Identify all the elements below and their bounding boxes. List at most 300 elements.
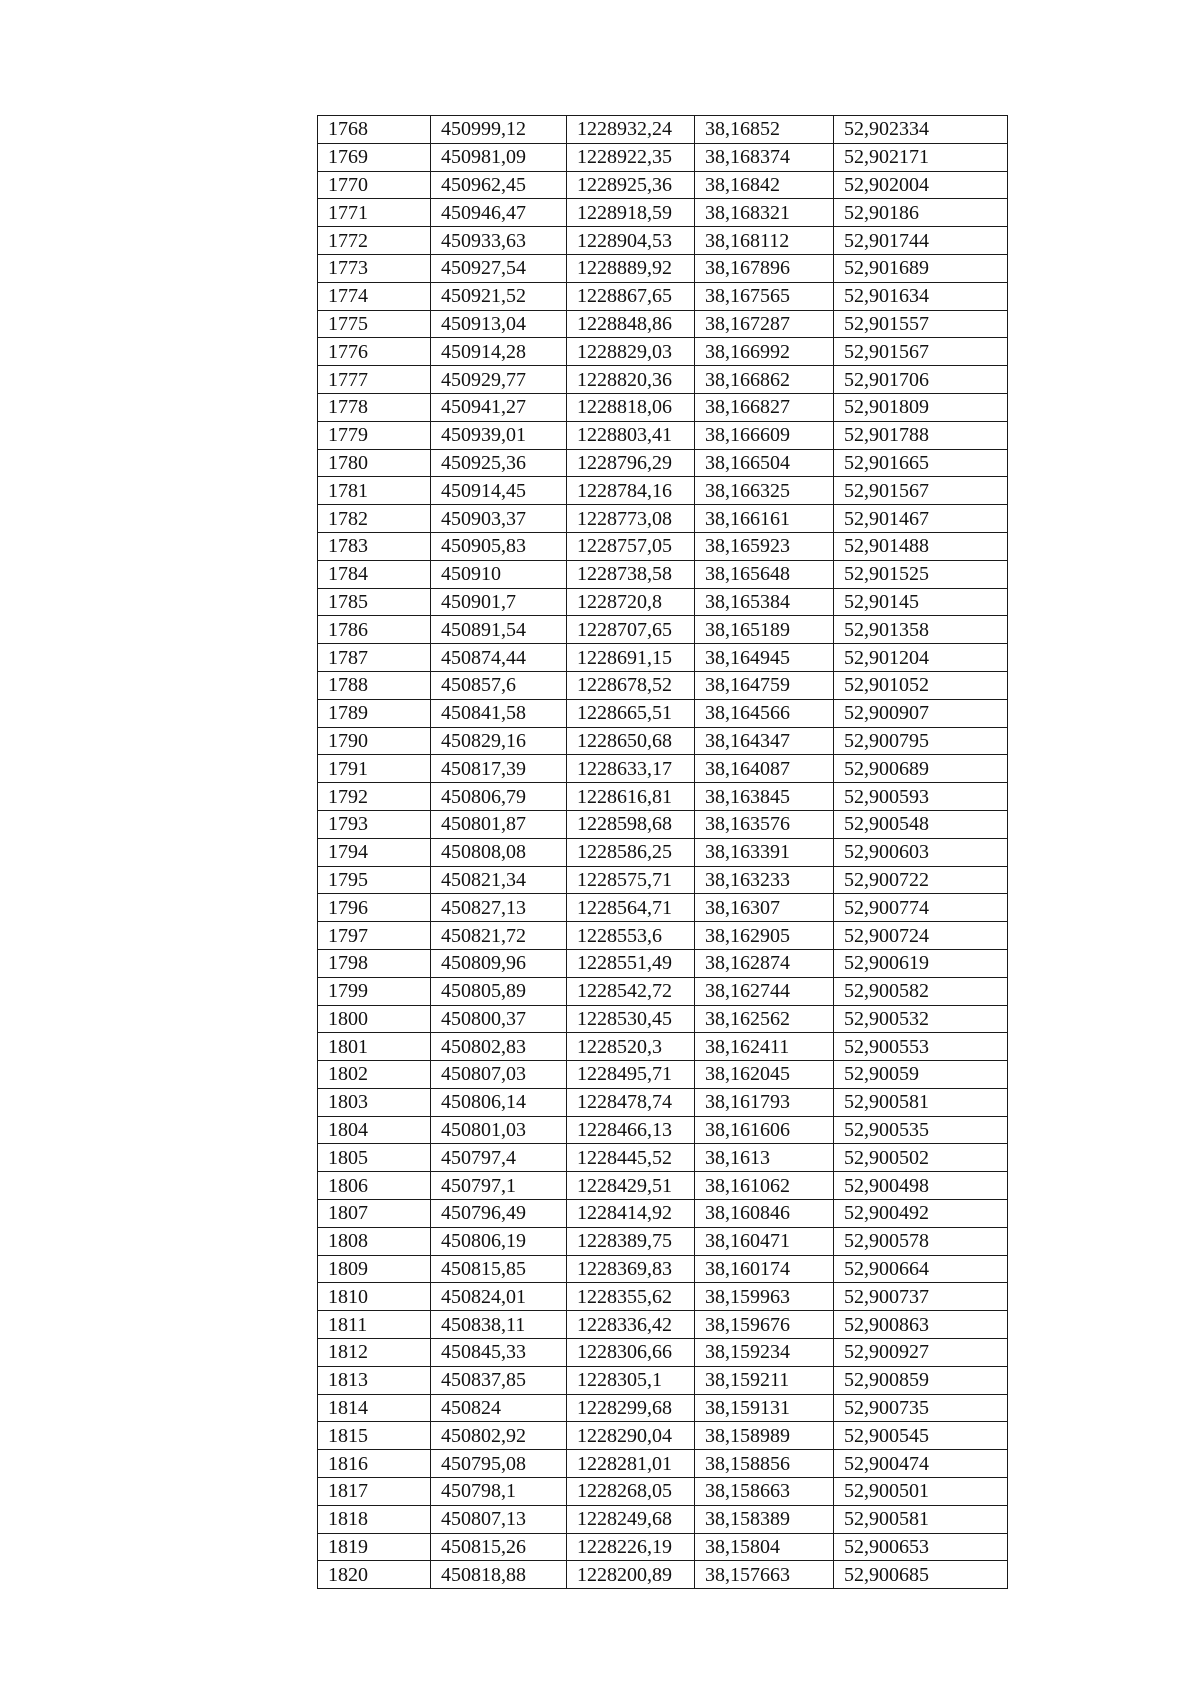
table-row (318, 477, 1008, 505)
table-row (318, 421, 1008, 449)
latitude-cell: 52,90145 (834, 588, 1008, 616)
table-row (318, 143, 1008, 171)
table-row (318, 1033, 1008, 1061)
table-row (318, 1422, 1008, 1450)
table-row (318, 699, 1008, 727)
point-number-cell: 1774 (318, 282, 431, 310)
table-row (318, 1172, 1008, 1200)
x-coordinate-cell: 450824 (431, 1394, 567, 1422)
table-row (318, 727, 1008, 755)
latitude-cell: 52,901809 (834, 393, 1008, 421)
table-row (318, 505, 1008, 533)
coordinates-table-body (318, 116, 1008, 1589)
table-row (318, 227, 1008, 255)
latitude-cell: 52,900578 (834, 1227, 1008, 1255)
latitude-cell: 52,900685 (834, 1561, 1008, 1589)
longitude-cell: 38,162874 (695, 949, 834, 977)
table-row (318, 838, 1008, 866)
latitude-cell: 52,901525 (834, 560, 1008, 588)
point-number-cell: 1802 (318, 1061, 431, 1089)
longitude-cell: 38,166827 (695, 393, 834, 421)
table-row (318, 199, 1008, 227)
table-row (318, 922, 1008, 950)
y-coordinate-cell: 1228553,6 (567, 922, 695, 950)
y-coordinate-cell: 1228707,65 (567, 616, 695, 644)
longitude-cell: 38,157663 (695, 1561, 834, 1589)
latitude-cell: 52,901788 (834, 421, 1008, 449)
y-coordinate-cell: 1228281,01 (567, 1450, 695, 1478)
latitude-cell: 52,900548 (834, 810, 1008, 838)
longitude-cell: 38,164087 (695, 755, 834, 783)
longitude-cell: 38,162411 (695, 1033, 834, 1061)
point-number-cell: 1783 (318, 532, 431, 560)
y-coordinate-cell: 1228633,17 (567, 755, 695, 783)
table-row (318, 310, 1008, 338)
x-coordinate-cell: 450925,36 (431, 449, 567, 477)
x-coordinate-cell: 450901,7 (431, 588, 567, 616)
table-row (318, 1227, 1008, 1255)
x-coordinate-cell: 450807,03 (431, 1061, 567, 1089)
table-row (318, 338, 1008, 366)
longitude-cell: 38,167287 (695, 310, 834, 338)
point-number-cell: 1807 (318, 1200, 431, 1228)
latitude-cell: 52,901358 (834, 616, 1008, 644)
latitude-cell: 52,901488 (834, 532, 1008, 560)
x-coordinate-cell: 450806,19 (431, 1227, 567, 1255)
point-number-cell: 1792 (318, 783, 431, 811)
x-coordinate-cell: 450815,26 (431, 1533, 567, 1561)
y-coordinate-cell: 1228306,66 (567, 1339, 695, 1367)
latitude-cell: 52,901744 (834, 227, 1008, 255)
x-coordinate-cell: 450903,37 (431, 505, 567, 533)
y-coordinate-cell: 1228829,03 (567, 338, 695, 366)
point-number-cell: 1785 (318, 588, 431, 616)
latitude-cell: 52,900735 (834, 1394, 1008, 1422)
longitude-cell: 38,15804 (695, 1533, 834, 1561)
longitude-cell: 38,164759 (695, 671, 834, 699)
latitude-cell: 52,900603 (834, 838, 1008, 866)
longitude-cell: 38,159131 (695, 1394, 834, 1422)
longitude-cell: 38,160846 (695, 1200, 834, 1228)
x-coordinate-cell: 450946,47 (431, 199, 567, 227)
table-row (318, 560, 1008, 588)
longitude-cell: 38,168374 (695, 143, 834, 171)
point-number-cell: 1786 (318, 616, 431, 644)
longitude-cell: 38,159211 (695, 1366, 834, 1394)
y-coordinate-cell: 1228818,06 (567, 393, 695, 421)
longitude-cell: 38,16307 (695, 894, 834, 922)
y-coordinate-cell: 1228803,41 (567, 421, 695, 449)
latitude-cell: 52,900581 (834, 1088, 1008, 1116)
latitude-cell: 52,901557 (834, 310, 1008, 338)
x-coordinate-cell: 450797,1 (431, 1172, 567, 1200)
x-coordinate-cell: 450827,13 (431, 894, 567, 922)
y-coordinate-cell: 1228650,68 (567, 727, 695, 755)
latitude-cell: 52,901689 (834, 254, 1008, 282)
y-coordinate-cell: 1228369,83 (567, 1255, 695, 1283)
latitude-cell: 52,900502 (834, 1144, 1008, 1172)
x-coordinate-cell: 450910 (431, 560, 567, 588)
point-number-cell: 1820 (318, 1561, 431, 1589)
table-row (318, 866, 1008, 894)
y-coordinate-cell: 1228720,8 (567, 588, 695, 616)
point-number-cell: 1801 (318, 1033, 431, 1061)
longitude-cell: 38,162562 (695, 1005, 834, 1033)
latitude-cell: 52,900689 (834, 755, 1008, 783)
latitude-cell: 52,900774 (834, 894, 1008, 922)
table-row (318, 949, 1008, 977)
longitude-cell: 38,1613 (695, 1144, 834, 1172)
point-number-cell: 1795 (318, 866, 431, 894)
point-number-cell: 1780 (318, 449, 431, 477)
x-coordinate-cell: 450962,45 (431, 171, 567, 199)
x-coordinate-cell: 450795,08 (431, 1450, 567, 1478)
table-row (318, 588, 1008, 616)
longitude-cell: 38,158856 (695, 1450, 834, 1478)
point-number-cell: 1804 (318, 1116, 431, 1144)
longitude-cell: 38,166862 (695, 366, 834, 394)
table-row (318, 116, 1008, 144)
x-coordinate-cell: 450913,04 (431, 310, 567, 338)
longitude-cell: 38,161793 (695, 1088, 834, 1116)
longitude-cell: 38,165648 (695, 560, 834, 588)
latitude-cell: 52,900722 (834, 866, 1008, 894)
x-coordinate-cell: 450914,45 (431, 477, 567, 505)
longitude-cell: 38,158663 (695, 1478, 834, 1506)
table-row (318, 449, 1008, 477)
x-coordinate-cell: 450800,37 (431, 1005, 567, 1033)
latitude-cell: 52,900593 (834, 783, 1008, 811)
point-number-cell: 1803 (318, 1088, 431, 1116)
y-coordinate-cell: 1228904,53 (567, 227, 695, 255)
x-coordinate-cell: 450809,96 (431, 949, 567, 977)
x-coordinate-cell: 450815,85 (431, 1255, 567, 1283)
point-number-cell: 1779 (318, 421, 431, 449)
y-coordinate-cell: 1228355,62 (567, 1283, 695, 1311)
latitude-cell: 52,900498 (834, 1172, 1008, 1200)
x-coordinate-cell: 450981,09 (431, 143, 567, 171)
x-coordinate-cell: 450921,52 (431, 282, 567, 310)
point-number-cell: 1775 (318, 310, 431, 338)
table-row (318, 1450, 1008, 1478)
longitude-cell: 38,163576 (695, 810, 834, 838)
latitude-cell: 52,900619 (834, 949, 1008, 977)
latitude-cell: 52,900501 (834, 1478, 1008, 1506)
y-coordinate-cell: 1228867,65 (567, 282, 695, 310)
longitude-cell: 38,166325 (695, 477, 834, 505)
y-coordinate-cell: 1228784,16 (567, 477, 695, 505)
point-number-cell: 1772 (318, 227, 431, 255)
longitude-cell: 38,161606 (695, 1116, 834, 1144)
point-number-cell: 1797 (318, 922, 431, 950)
point-number-cell: 1811 (318, 1311, 431, 1339)
point-number-cell: 1768 (318, 116, 431, 144)
latitude-cell: 52,900492 (834, 1200, 1008, 1228)
latitude-cell: 52,900581 (834, 1505, 1008, 1533)
table-row (318, 1561, 1008, 1589)
x-coordinate-cell: 450802,83 (431, 1033, 567, 1061)
longitude-cell: 38,165923 (695, 532, 834, 560)
table-row (318, 1088, 1008, 1116)
latitude-cell: 52,900545 (834, 1422, 1008, 1450)
longitude-cell: 38,162744 (695, 977, 834, 1005)
point-number-cell: 1782 (318, 505, 431, 533)
y-coordinate-cell: 1228530,45 (567, 1005, 695, 1033)
longitude-cell: 38,164945 (695, 644, 834, 672)
longitude-cell: 38,163845 (695, 783, 834, 811)
y-coordinate-cell: 1228520,3 (567, 1033, 695, 1061)
point-number-cell: 1800 (318, 1005, 431, 1033)
x-coordinate-cell: 450821,72 (431, 922, 567, 950)
longitude-cell: 38,167565 (695, 282, 834, 310)
point-number-cell: 1810 (318, 1283, 431, 1311)
latitude-cell: 52,900859 (834, 1366, 1008, 1394)
latitude-cell: 52,901467 (834, 505, 1008, 533)
table-row (318, 1061, 1008, 1089)
y-coordinate-cell: 1228445,52 (567, 1144, 695, 1172)
x-coordinate-cell: 450829,16 (431, 727, 567, 755)
point-number-cell: 1814 (318, 1394, 431, 1422)
longitude-cell: 38,161062 (695, 1172, 834, 1200)
y-coordinate-cell: 1228665,51 (567, 699, 695, 727)
point-number-cell: 1808 (318, 1227, 431, 1255)
longitude-cell: 38,168321 (695, 199, 834, 227)
table-row (318, 1200, 1008, 1228)
latitude-cell: 52,900737 (834, 1283, 1008, 1311)
latitude-cell: 52,900724 (834, 922, 1008, 950)
point-number-cell: 1789 (318, 699, 431, 727)
y-coordinate-cell: 1228757,05 (567, 532, 695, 560)
x-coordinate-cell: 450837,85 (431, 1366, 567, 1394)
point-number-cell: 1788 (318, 671, 431, 699)
table-row (318, 1144, 1008, 1172)
y-coordinate-cell: 1228796,29 (567, 449, 695, 477)
y-coordinate-cell: 1228299,68 (567, 1394, 695, 1422)
table-row (318, 532, 1008, 560)
table-row (318, 810, 1008, 838)
latitude-cell: 52,900474 (834, 1450, 1008, 1478)
latitude-cell: 52,900863 (834, 1311, 1008, 1339)
latitude-cell: 52,90186 (834, 199, 1008, 227)
longitude-cell: 38,166609 (695, 421, 834, 449)
x-coordinate-cell: 450927,54 (431, 254, 567, 282)
y-coordinate-cell: 1228478,74 (567, 1088, 695, 1116)
table-row (318, 671, 1008, 699)
point-number-cell: 1812 (318, 1339, 431, 1367)
point-number-cell: 1798 (318, 949, 431, 977)
latitude-cell: 52,900582 (834, 977, 1008, 1005)
x-coordinate-cell: 450802,92 (431, 1422, 567, 1450)
table-row (318, 1533, 1008, 1561)
table-row (318, 755, 1008, 783)
longitude-cell: 38,158989 (695, 1422, 834, 1450)
point-number-cell: 1815 (318, 1422, 431, 1450)
point-number-cell: 1819 (318, 1533, 431, 1561)
x-coordinate-cell: 450929,77 (431, 366, 567, 394)
latitude-cell: 52,902171 (834, 143, 1008, 171)
coordinates-table (317, 115, 1008, 1589)
latitude-cell: 52,901204 (834, 644, 1008, 672)
table-row (318, 1005, 1008, 1033)
longitude-cell: 38,164566 (695, 699, 834, 727)
y-coordinate-cell: 1228551,49 (567, 949, 695, 977)
y-coordinate-cell: 1228542,72 (567, 977, 695, 1005)
y-coordinate-cell: 1228586,25 (567, 838, 695, 866)
table-row (318, 1311, 1008, 1339)
latitude-cell: 52,900653 (834, 1533, 1008, 1561)
point-number-cell: 1773 (318, 254, 431, 282)
longitude-cell: 38,165189 (695, 616, 834, 644)
longitude-cell: 38,159676 (695, 1311, 834, 1339)
longitude-cell: 38,165384 (695, 588, 834, 616)
x-coordinate-cell: 450806,79 (431, 783, 567, 811)
x-coordinate-cell: 450801,87 (431, 810, 567, 838)
y-coordinate-cell: 1228389,75 (567, 1227, 695, 1255)
x-coordinate-cell: 450914,28 (431, 338, 567, 366)
x-coordinate-cell: 450838,11 (431, 1311, 567, 1339)
table-row (318, 783, 1008, 811)
longitude-cell: 38,163391 (695, 838, 834, 866)
y-coordinate-cell: 1228414,92 (567, 1200, 695, 1228)
table-row (318, 282, 1008, 310)
point-number-cell: 1818 (318, 1505, 431, 1533)
longitude-cell: 38,166504 (695, 449, 834, 477)
table-row (318, 1255, 1008, 1283)
longitude-cell: 38,164347 (695, 727, 834, 755)
y-coordinate-cell: 1228226,19 (567, 1533, 695, 1561)
latitude-cell: 52,902004 (834, 171, 1008, 199)
y-coordinate-cell: 1228773,08 (567, 505, 695, 533)
table-row (318, 366, 1008, 394)
latitude-cell: 52,900927 (834, 1339, 1008, 1367)
y-coordinate-cell: 1228918,59 (567, 199, 695, 227)
y-coordinate-cell: 1228820,36 (567, 366, 695, 394)
x-coordinate-cell: 450874,44 (431, 644, 567, 672)
x-coordinate-cell: 450841,58 (431, 699, 567, 727)
point-number-cell: 1799 (318, 977, 431, 1005)
point-number-cell: 1791 (318, 755, 431, 783)
y-coordinate-cell: 1228466,13 (567, 1116, 695, 1144)
table-row (318, 1394, 1008, 1422)
y-coordinate-cell: 1228336,42 (567, 1311, 695, 1339)
table-row (318, 644, 1008, 672)
table-row (318, 616, 1008, 644)
x-coordinate-cell: 450817,39 (431, 755, 567, 783)
table-row (318, 1339, 1008, 1367)
y-coordinate-cell: 1228932,24 (567, 116, 695, 144)
table-row (318, 254, 1008, 282)
y-coordinate-cell: 1228922,35 (567, 143, 695, 171)
y-coordinate-cell: 1228564,71 (567, 894, 695, 922)
x-coordinate-cell: 450807,13 (431, 1505, 567, 1533)
point-number-cell: 1790 (318, 727, 431, 755)
latitude-cell: 52,901634 (834, 282, 1008, 310)
x-coordinate-cell: 450796,49 (431, 1200, 567, 1228)
latitude-cell: 52,902334 (834, 116, 1008, 144)
point-number-cell: 1781 (318, 477, 431, 505)
y-coordinate-cell: 1228495,71 (567, 1061, 695, 1089)
y-coordinate-cell: 1228598,68 (567, 810, 695, 838)
point-number-cell: 1794 (318, 838, 431, 866)
point-number-cell: 1777 (318, 366, 431, 394)
latitude-cell: 52,90059 (834, 1061, 1008, 1089)
longitude-cell: 38,167896 (695, 254, 834, 282)
point-number-cell: 1806 (318, 1172, 431, 1200)
x-coordinate-cell: 450824,01 (431, 1283, 567, 1311)
longitude-cell: 38,159963 (695, 1283, 834, 1311)
y-coordinate-cell: 1228268,05 (567, 1478, 695, 1506)
point-number-cell: 1813 (318, 1366, 431, 1394)
point-number-cell: 1776 (318, 338, 431, 366)
x-coordinate-cell: 450821,34 (431, 866, 567, 894)
table-row (318, 1366, 1008, 1394)
y-coordinate-cell: 1228691,15 (567, 644, 695, 672)
latitude-cell: 52,901567 (834, 477, 1008, 505)
latitude-cell: 52,900553 (834, 1033, 1008, 1061)
point-number-cell: 1816 (318, 1450, 431, 1478)
x-coordinate-cell: 450798,1 (431, 1478, 567, 1506)
table-row (318, 1505, 1008, 1533)
table-row (318, 393, 1008, 421)
latitude-cell: 52,900532 (834, 1005, 1008, 1033)
longitude-cell: 38,16842 (695, 171, 834, 199)
table-row (318, 171, 1008, 199)
y-coordinate-cell: 1228200,89 (567, 1561, 695, 1589)
longitude-cell: 38,163233 (695, 866, 834, 894)
latitude-cell: 52,900907 (834, 699, 1008, 727)
table-row (318, 1478, 1008, 1506)
x-coordinate-cell: 450818,88 (431, 1561, 567, 1589)
longitude-cell: 38,162905 (695, 922, 834, 950)
longitude-cell: 38,162045 (695, 1061, 834, 1089)
longitude-cell: 38,160471 (695, 1227, 834, 1255)
x-coordinate-cell: 450891,54 (431, 616, 567, 644)
point-number-cell: 1817 (318, 1478, 431, 1506)
latitude-cell: 52,900795 (834, 727, 1008, 755)
longitude-cell: 38,168112 (695, 227, 834, 255)
y-coordinate-cell: 1228429,51 (567, 1172, 695, 1200)
longitude-cell: 38,166992 (695, 338, 834, 366)
x-coordinate-cell: 450801,03 (431, 1116, 567, 1144)
y-coordinate-cell: 1228305,1 (567, 1366, 695, 1394)
y-coordinate-cell: 1228848,86 (567, 310, 695, 338)
point-number-cell: 1784 (318, 560, 431, 588)
y-coordinate-cell: 1228290,04 (567, 1422, 695, 1450)
y-coordinate-cell: 1228925,36 (567, 171, 695, 199)
x-coordinate-cell: 450933,63 (431, 227, 567, 255)
latitude-cell: 52,901665 (834, 449, 1008, 477)
x-coordinate-cell: 450939,01 (431, 421, 567, 449)
longitude-cell: 38,158389 (695, 1505, 834, 1533)
point-number-cell: 1770 (318, 171, 431, 199)
point-number-cell: 1805 (318, 1144, 431, 1172)
y-coordinate-cell: 1228249,68 (567, 1505, 695, 1533)
y-coordinate-cell: 1228889,92 (567, 254, 695, 282)
table-row (318, 894, 1008, 922)
point-number-cell: 1769 (318, 143, 431, 171)
y-coordinate-cell: 1228678,52 (567, 671, 695, 699)
point-number-cell: 1809 (318, 1255, 431, 1283)
latitude-cell: 52,901706 (834, 366, 1008, 394)
x-coordinate-cell: 450941,27 (431, 393, 567, 421)
longitude-cell: 38,166161 (695, 505, 834, 533)
longitude-cell: 38,159234 (695, 1339, 834, 1367)
point-number-cell: 1787 (318, 644, 431, 672)
x-coordinate-cell: 450999,12 (431, 116, 567, 144)
point-number-cell: 1796 (318, 894, 431, 922)
y-coordinate-cell: 1228616,81 (567, 783, 695, 811)
latitude-cell: 52,900664 (834, 1255, 1008, 1283)
